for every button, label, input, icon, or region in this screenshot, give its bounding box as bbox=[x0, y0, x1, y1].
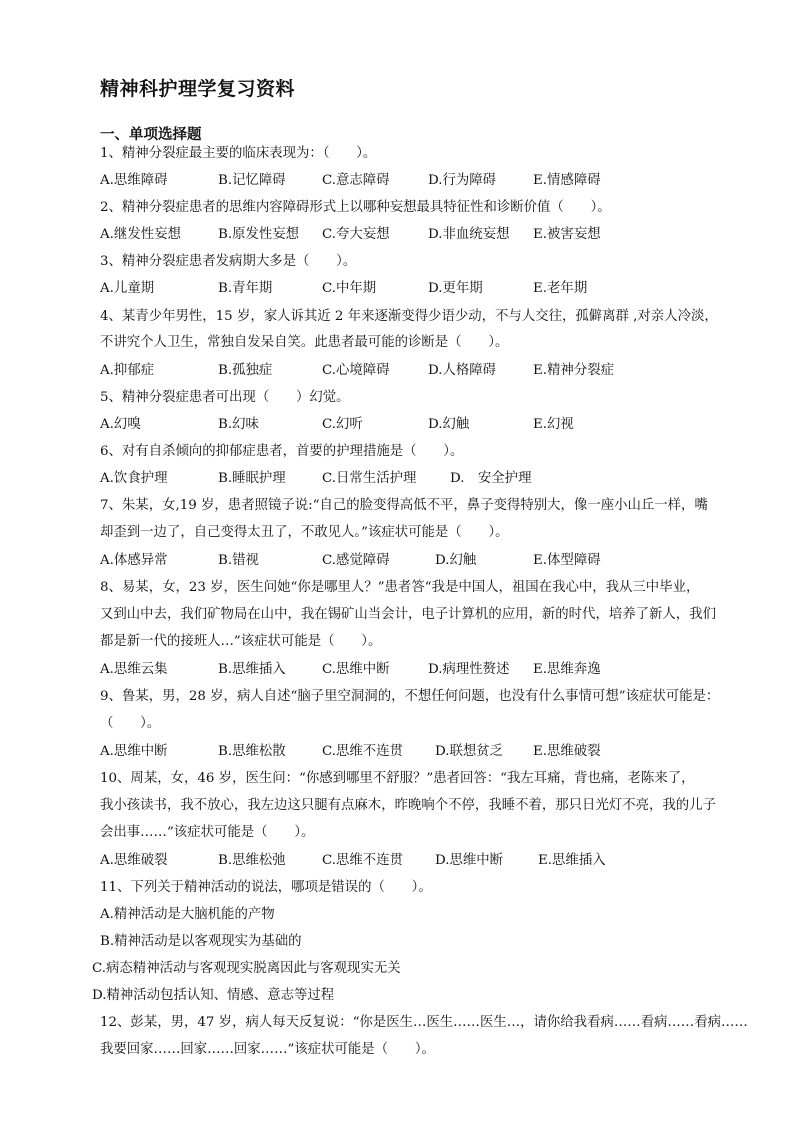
question-stem: 11、下列关于精神活动的说法，哪项是错误的（ ）。 bbox=[100, 880, 432, 895]
option: B.原发性妄想 bbox=[218, 227, 300, 242]
option: C.幻听 bbox=[322, 417, 363, 432]
option: B.记忆障碍 bbox=[218, 173, 286, 188]
option: D.更年期 bbox=[428, 281, 483, 296]
option: D.思维中断 bbox=[435, 853, 504, 868]
question-stem: 我小孩读书，我不放心，我左边这只腿有点麻木，昨晚响个不停，我睡不着，那只日光灯不亮，我的儿子 bbox=[100, 798, 716, 813]
option: E.老年期 bbox=[533, 281, 588, 296]
option: E.体型障碍 bbox=[533, 553, 601, 568]
question-stem: 5、精神分裂症患者可出现（ ）幻觉。 bbox=[100, 390, 350, 405]
question-stem: 8、易某，女，23 岁，医生问她“你是哪里人？”患者答“我是中国人，祖国在我心中，我从三中毕业， bbox=[100, 580, 700, 595]
option: A.思维云集 bbox=[100, 662, 168, 677]
option: A.体感异常 bbox=[100, 553, 168, 568]
option: B.思维松弛 bbox=[218, 853, 286, 868]
option: E.思维破裂 bbox=[533, 744, 601, 759]
document-title: 精神科护理学复习资料 bbox=[100, 78, 296, 100]
option: C.心境障碍 bbox=[322, 363, 390, 378]
question-stem: 2、精神分裂症患者的思维内容障碍形式上以哪种妄想最具特征性和诊断价值（ ）。 bbox=[100, 200, 611, 215]
question-stem: 会出事……”该症状可能是（ ）。 bbox=[100, 825, 315, 840]
option: D.幻触 bbox=[428, 417, 470, 432]
option: A.抑郁症 bbox=[100, 363, 155, 378]
question-stem: 1、精神分裂症最主要的临床表现为：（ ）。 bbox=[100, 146, 377, 161]
option: D.幻触 bbox=[435, 553, 477, 568]
option: A.继发性妄想 bbox=[100, 227, 181, 242]
option: C.感觉障碍 bbox=[322, 553, 390, 568]
option: D.非血统妄想 bbox=[428, 227, 510, 242]
option: C.思维不连贯 bbox=[322, 853, 403, 868]
option: C.日常生活护理 bbox=[322, 471, 417, 486]
question-stem: 都是新一代的接班人…”该症状可能是（ ）。 bbox=[100, 634, 382, 649]
option: A.儿童期 bbox=[100, 281, 155, 296]
option: E.幻视 bbox=[533, 417, 574, 432]
option: C.夸大妄想 bbox=[322, 227, 390, 242]
question-stem: （ ）。 bbox=[100, 716, 161, 731]
question-stem: 4、某青少年男性，15 岁，家人诉其近 2 年来逐渐变得少语少动，不与人交往，孤僻离群 ,对亲人冷淡， bbox=[100, 309, 718, 324]
option: A.饮食护理 bbox=[100, 471, 168, 486]
option: D.联想贫乏 bbox=[435, 744, 504, 759]
option: C.思维不连贯 bbox=[322, 744, 403, 759]
question-stem: 9、鲁某，男，28 岁，病人自述“脑子里空洞洞的，不想任何问题，也没有什么事情可想”该症状可能是： bbox=[100, 689, 720, 704]
option: E.精神分裂症 bbox=[533, 363, 614, 378]
option: B.精神活动是以客观现实为基础的 bbox=[100, 934, 302, 949]
option: A.思维障碍 bbox=[100, 173, 168, 188]
option: B.错视 bbox=[218, 553, 259, 568]
option: D. 安全护理 bbox=[450, 471, 532, 486]
option: A.思维破裂 bbox=[100, 853, 168, 868]
option: B.幻味 bbox=[218, 417, 259, 432]
option: C.意志障碍 bbox=[322, 173, 390, 188]
option: A.思维中断 bbox=[100, 744, 168, 759]
option: B.思维松散 bbox=[218, 744, 286, 759]
option: B.青年期 bbox=[218, 281, 273, 296]
question-stem: 12、彭某，男，47 岁，病人每天反复说：“你是医生…医生……医生…，请你给我看病……看病……看病…… bbox=[100, 1015, 748, 1030]
question-stem: 却歪到一边了，自己变得太丑了，不敢见人。”该症状可能是（ ）。 bbox=[100, 525, 509, 540]
option: E.被害妄想 bbox=[533, 227, 601, 242]
option: A.幻嗅 bbox=[100, 417, 141, 432]
question-stem: 6、对有自杀倾向的抑郁症患者，首要的护理措施是（ ）。 bbox=[100, 444, 464, 459]
question-stem: 7、朱某，女,19 岁，患者照镜子说:“自己的脸变得高低不平，鼻子变得特别大，像一座小山丘一样，嘴 bbox=[100, 498, 708, 513]
option: D.病理性赘述 bbox=[428, 662, 510, 677]
option: E.思维插入 bbox=[538, 853, 606, 868]
option: C.病态精神活动与客观现实脱离因此与客观现实无关 bbox=[92, 961, 401, 976]
option: B.孤独症 bbox=[218, 363, 273, 378]
question-stem: 我要回家……回家……回家……”该症状可能是（ ）。 bbox=[100, 1042, 435, 1057]
question-stem: 不讲究个人卫生，常独自发呆自笑。此患者最可能的诊断是（ ）。 bbox=[100, 335, 509, 350]
option: A.精神活动是大脑机能的产物 bbox=[100, 907, 275, 922]
option: B.睡眠护理 bbox=[218, 471, 286, 486]
option: C.思维中断 bbox=[322, 662, 390, 677]
option: D.精神活动包括认知、情感、意志等过程 bbox=[92, 988, 335, 1003]
question-stem: 又到山中去，我们矿物局在山中，我在锡矿山当会计，电子计算机的应用，新的时代，培养了新人，我们 bbox=[100, 607, 716, 622]
option: C.中年期 bbox=[322, 281, 377, 296]
option: D.人格障碍 bbox=[428, 363, 497, 378]
option: D.行为障碍 bbox=[428, 173, 497, 188]
question-stem: 3、精神分裂症患者发病期大多是（ ）。 bbox=[100, 254, 357, 269]
question-stem: 10、周某，女，46 岁，医生问：“你感到哪里不舒服？”患者回答：“我左耳痛，背也痛，老陈来了， bbox=[100, 771, 695, 786]
option: E.思维奔逸 bbox=[533, 662, 601, 677]
option: B.思维插入 bbox=[218, 662, 286, 677]
option: E.情感障碍 bbox=[533, 173, 601, 188]
section-heading: 一、单项选择题 bbox=[100, 127, 202, 143]
